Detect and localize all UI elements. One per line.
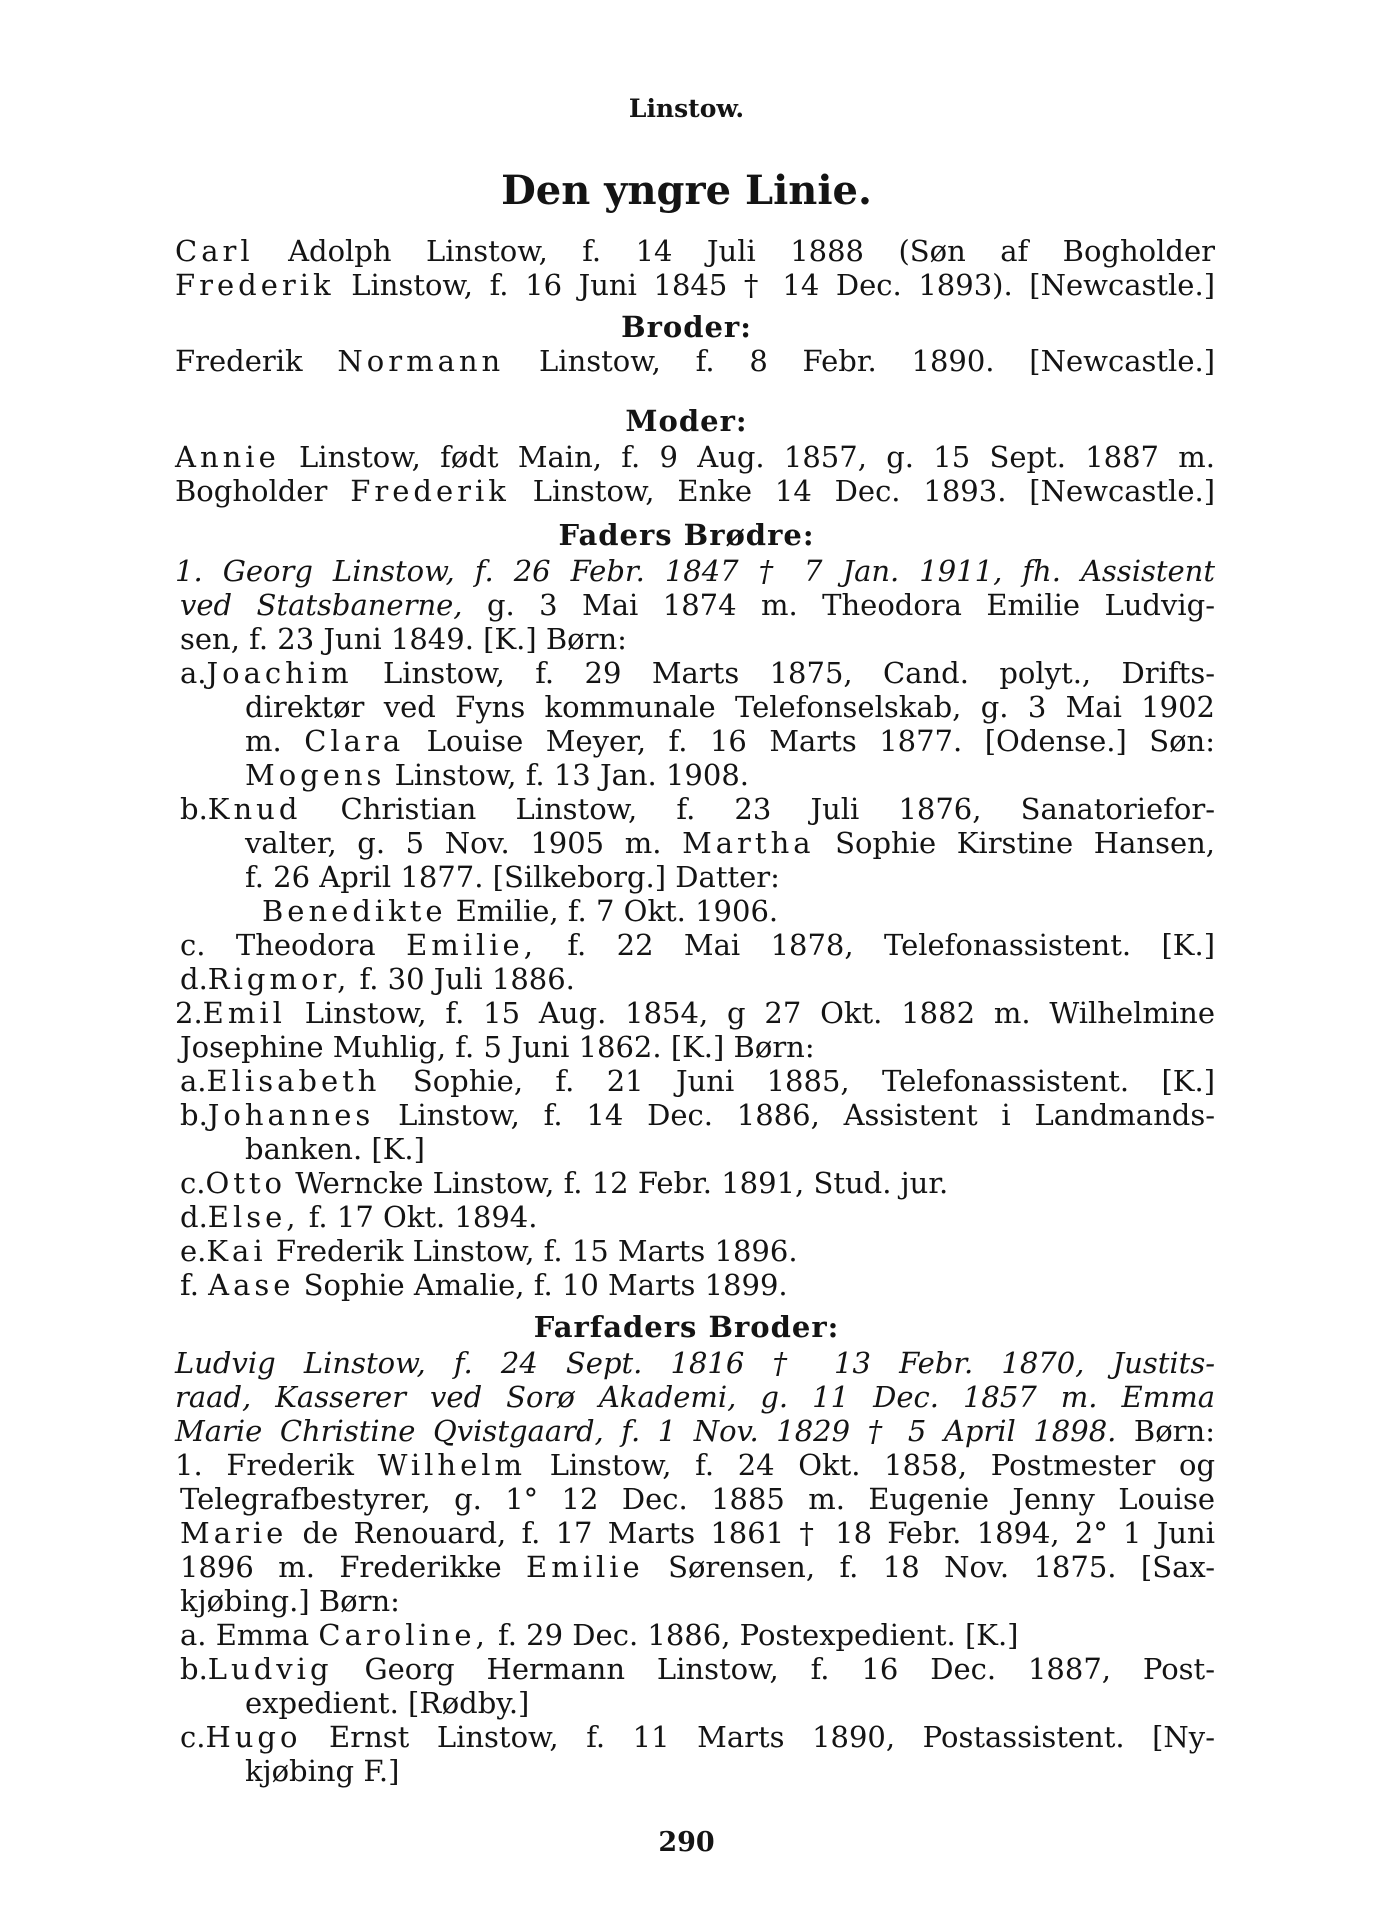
- frederik-line-2: Telegrafbestyrer, g. 1° 12 Dec. 1885 m. Eugenie Jenny Louise: [180, 1482, 1215, 1516]
- farfaders-broder-heading: Farfaders Broder:: [533, 1310, 840, 1344]
- ludvig-line-3: Marie Christine Qvistgaard, f. 1 Nov. 1829 † 5 April 1898. Børn:: [175, 1414, 1215, 1448]
- intro-line-2: Frederik Linstow, f. 16 Juni 1845 † 14 Dec. 1893). [Newcastle.]: [175, 268, 1216, 302]
- emil-child-f: f. Aase Sophie Amalie, f. 10 Marts 1899.: [180, 1268, 788, 1302]
- georg-line-3: sen, f. 23 Juni 1849. [K.] Børn:: [180, 622, 627, 656]
- section-title: Den yngre Linie.: [501, 167, 872, 214]
- child-b-line-3: f. 26 April 1877. [Silkeborg.] Datter:: [245, 860, 780, 894]
- faders-brodre-heading: Faders Brødre:: [558, 518, 815, 552]
- georg-line-1: 1. Georg Linstow, f. 26 Febr. 1847 † 7 Jan. 1911, fh. Assistent: [175, 554, 1215, 588]
- child-a-line-3: m. Clara Louise Meyer, f. 16 Marts 1877. [Odense.] Søn:: [245, 724, 1216, 758]
- emil-child-e: e.Kai Frederik Linstow, f. 15 Marts 1896.: [180, 1234, 798, 1268]
- georg-line-2: ved Statsbanerne, g. 3 Mai 1874 m. Theodora Emilie Ludvig-: [180, 588, 1215, 622]
- emil-line-2: Josephine Muhlig, f. 5 Juni 1862. [K.] Børn:: [180, 1030, 815, 1064]
- ludvig-line-1: Ludvig Linstow, f. 24 Sept. 1816 † 13 Febr. 1870, Justits-: [175, 1346, 1215, 1380]
- broder-heading: Broder:: [621, 310, 752, 344]
- emil-line-1: 2.Emil Linstow, f. 15 Aug. 1854, g 27 Okt. 1882 m. Wilhelmine: [175, 996, 1215, 1030]
- frederik-line-1: 1. Frederik Wilhelm Linstow, f. 24 Okt. 1858, Postmester og: [175, 1448, 1216, 1482]
- frederik-line-3: Marie de Renouard, f. 17 Marts 1861 † 18 Febr. 1894, 2° 1 Juni: [180, 1516, 1215, 1550]
- page-number: 290: [658, 1827, 715, 1858]
- fred-child-c-line-2: kjøbing F.]: [245, 1754, 400, 1788]
- emil-child-d: d.Else, f. 17 Okt. 1894.: [180, 1200, 538, 1234]
- frederik-line-4: 1896 m. Frederikke Emilie Sørensen, f. 18 Nov. 1875. [Sax-: [180, 1550, 1216, 1584]
- emil-child-c: c.Otto Wernckе Linstow, f. 12 Febr. 1891, Stud. jur.: [180, 1166, 949, 1200]
- fred-child-b-line-1: b.Ludvig Georg Hermann Linstow, f. 16 Dec. 1887, Post-: [180, 1652, 1216, 1686]
- frederik-line-5: kjøbing.] Børn:: [180, 1584, 400, 1618]
- child-b-line-1: b.Knud Christian Linstow, f. 23 Juli 1876, Sanatoriefor-: [180, 792, 1216, 826]
- emil-child-b-line-1: b.Johannes Linstow, f. 14 Dec. 1886, Assistent i Landmands-: [180, 1098, 1215, 1132]
- child-b-line-2: valter, g. 5 Nov. 1905 m. Martha Sophie Kirstine Hansen,: [245, 826, 1216, 860]
- fred-child-b-line-2: expedient. [Rødby.]: [245, 1686, 530, 1720]
- intro-line-1: Carl Adolph Linstow, f. 14 Juli 1888 (Søn af Bogholder: [175, 234, 1215, 268]
- child-a-line-2: direktør ved Fyns kommunale Telefonselskab, g. 3 Mai 1902: [245, 690, 1215, 724]
- fred-child-c-line-1: c.Hugo Ernst Linstow, f. 11 Marts 1890, Postassistent. [Ny-: [180, 1720, 1215, 1754]
- child-c-line: c. Theodora Emilie, f. 22 Mai 1878, Telefonassistent. [K.]: [180, 928, 1216, 962]
- child-a-line-1: a.Joachim Linstow, f. 29 Marts 1875, Cand. polyt., Drifts-: [180, 656, 1215, 690]
- moder-line-1: Annie Linstow, født Main, f. 9 Aug. 1857, g. 15 Sept. 1887 m.: [175, 440, 1216, 474]
- broder-line: Frederik Normann Linstow, f. 8 Febr. 1890. [Newcastle.]: [175, 344, 1216, 378]
- ludvig-line-2: raad, Kasserer ved Sorø Akademi, g. 11 Dec. 1857 m. Emma: [175, 1380, 1215, 1414]
- child-a-son: Mogens Linstow, f. 13 Jan. 1908.: [245, 758, 750, 792]
- child-d-line: d.Rigmor, f. 30 Juli 1886.: [180, 962, 575, 996]
- running-head: Linstow.: [628, 94, 745, 123]
- emil-child-b-line-2: banken. [K.]: [245, 1132, 425, 1166]
- child-b-daughter: Benedikte Emilie, f. 7 Okt. 1906.: [262, 894, 779, 928]
- fred-child-a: a. Emma Caroline, f. 29 Dec. 1886, Postexpedient. [K.]: [180, 1618, 1019, 1652]
- moder-heading: Moder:: [625, 404, 748, 438]
- moder-line-2: Bogholder Frederik Linstow, Enke 14 Dec. 1893. [Newcastle.]: [175, 474, 1216, 508]
- emil-child-a: a.Elisabeth Sophie, f. 21 Juni 1885, Telefonassistent. [K.]: [180, 1064, 1216, 1098]
